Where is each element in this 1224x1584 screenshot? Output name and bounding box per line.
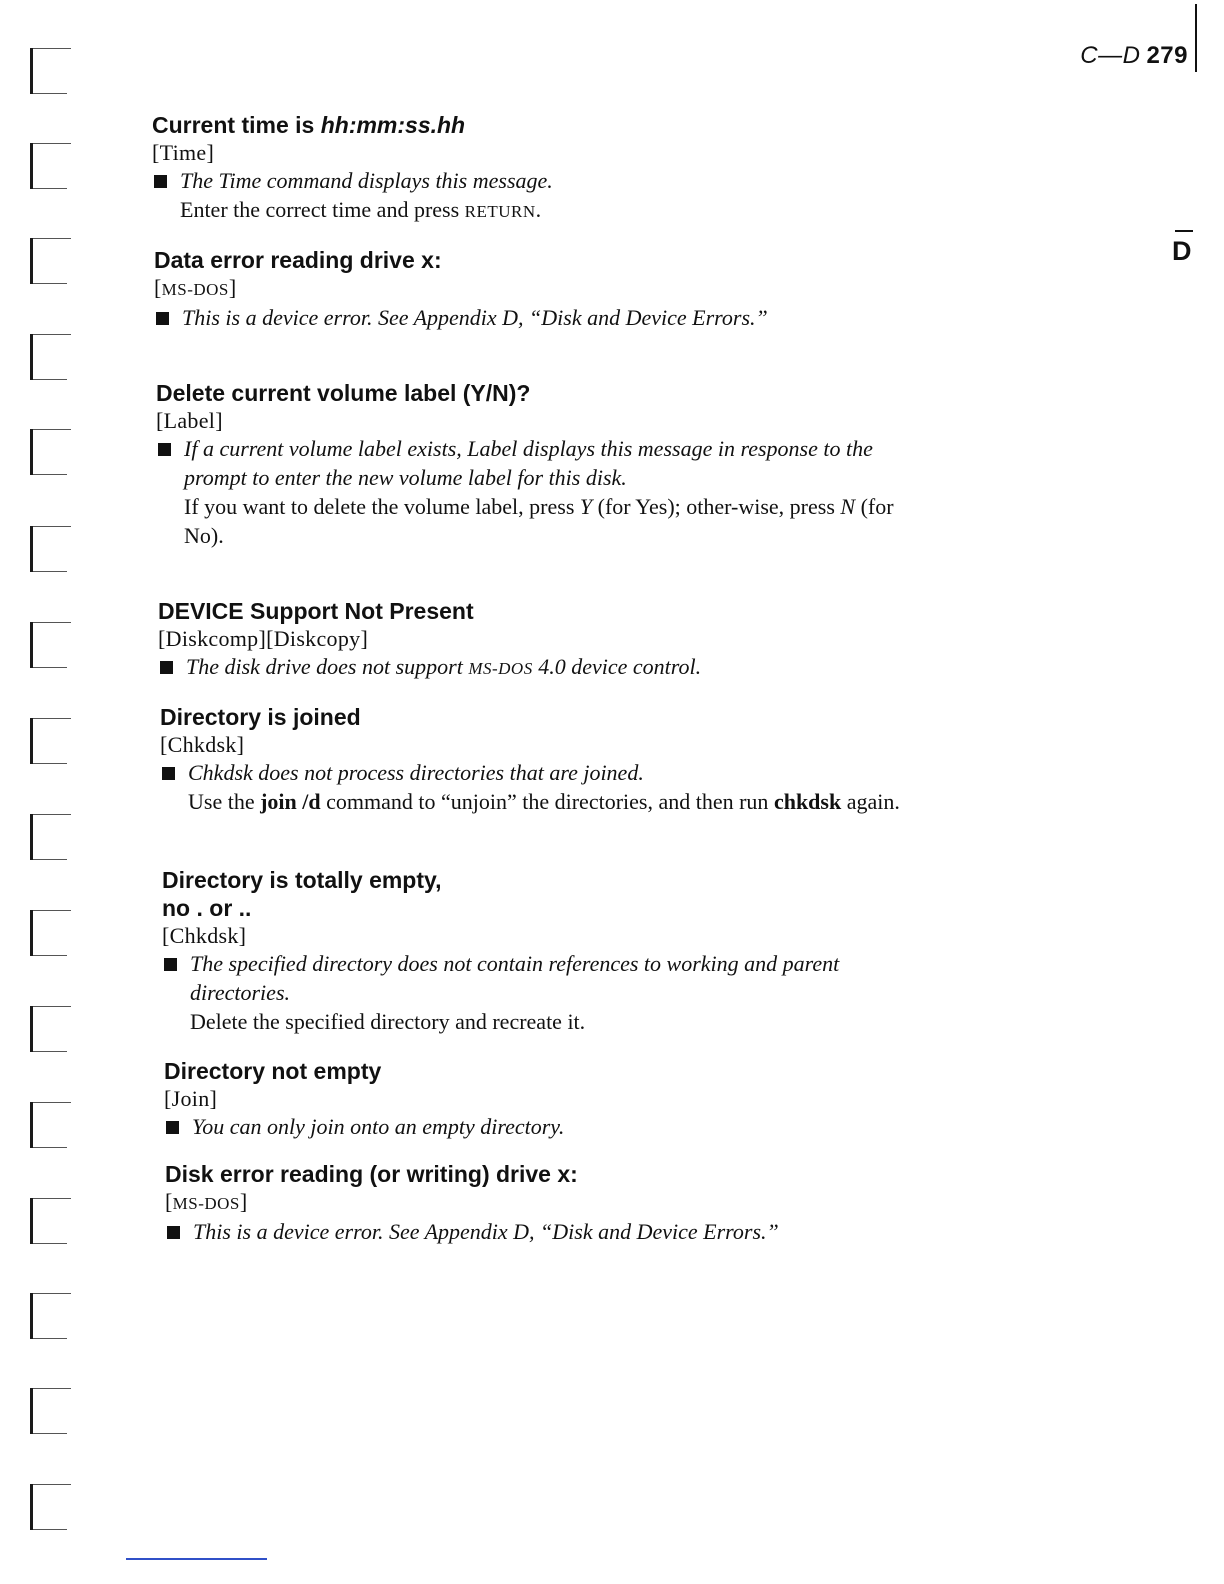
- message-description: The disk drive does not support MS-DOS 4.0 device control.: [158, 652, 918, 683]
- message-entry: [152, 111, 912, 226]
- message-description: The Time command displays this message.: [152, 166, 912, 195]
- footer-rule: [126, 1558, 267, 1560]
- command-name: [Diskcomp][Diskcopy]: [158, 626, 369, 651]
- binder-bracket: [30, 814, 73, 860]
- message-description: This is a device error. See Appendix D, “Disk and Device Errors.”: [165, 1217, 925, 1246]
- message-description: You can only join onto an empty directory.: [164, 1112, 924, 1141]
- message-description: This is a device error. See Appendix D, “Disk and Device Errors.”: [154, 303, 914, 332]
- message-title: Directory not empty: [164, 1058, 382, 1084]
- page-number: 279: [1146, 42, 1188, 69]
- command-name: [Join]: [164, 1086, 218, 1111]
- binder-bracket: [30, 1102, 73, 1148]
- message-text: Current time is: [152, 112, 321, 138]
- binder-bracket: [30, 1484, 73, 1530]
- message-title: Data error reading drive x:: [154, 247, 442, 273]
- binder-bracket: [30, 48, 73, 94]
- binder-bracket: [30, 910, 73, 956]
- binder-bracket: [30, 1006, 73, 1052]
- command-name: [Label]: [156, 408, 223, 433]
- command-name: [Chkdsk]: [160, 732, 245, 757]
- binder-bracket: [30, 1198, 73, 1244]
- message-title: Directory is joined: [160, 704, 361, 730]
- section-range: C—D: [1080, 42, 1141, 69]
- message-entry: [158, 597, 918, 683]
- message-entry: [160, 703, 920, 816]
- binder-bracket: [30, 1293, 73, 1339]
- binder-bracket: [30, 526, 73, 572]
- command-name: [Time]: [152, 140, 215, 165]
- binder-bracket: [30, 143, 73, 189]
- message-title: Delete current volume label (Y/N)?: [156, 380, 531, 406]
- message-entry: [162, 866, 922, 1036]
- message-title: Disk error reading (or writing) drive x:: [165, 1161, 578, 1187]
- message-variable: hh:mm:ss.hh: [320, 112, 466, 138]
- message-title: [152, 111, 912, 139]
- message-title: DEVICE Support Not Present: [158, 598, 474, 624]
- message-description: If a current volume label exists, Label displays this message in response to the prompt to enter the new volume label for this disk.: [156, 434, 916, 492]
- page-header: [1080, 42, 1188, 70]
- header-rule: [1195, 4, 1197, 72]
- binder-bracket: [30, 238, 73, 284]
- binder-bracket: [30, 334, 73, 380]
- message-title-line: Directory is totally empty,: [162, 867, 442, 893]
- binder-bracket: [30, 1388, 73, 1434]
- message-action: If you want to delete the volume label, press Y (for Yes); other-wise, press N (for No).: [184, 494, 894, 548]
- binder-bracket: [30, 429, 73, 475]
- message-entry: [154, 246, 914, 332]
- command-name: [Chkdsk]: [162, 923, 247, 948]
- message-entry: [156, 379, 916, 550]
- message-entry: [164, 1057, 924, 1141]
- message-action: Use the join /d command to “unjoin” the directories, and then run chkdsk again.: [188, 789, 900, 814]
- command-name: [MS-DOS]: [165, 1189, 248, 1214]
- message-title-line: no . or ..: [162, 895, 252, 921]
- section-tab-letter: D: [1172, 236, 1192, 266]
- message-action: Delete the specified directory and recreate it.: [190, 1009, 586, 1034]
- binder-bracket: [30, 718, 73, 764]
- message-description: The specified directory does not contain references to working and parent directories.: [162, 949, 922, 1007]
- message-action: Enter the correct time and press RETURN.: [180, 197, 542, 222]
- command-name: [MS-DOS]: [154, 275, 237, 300]
- binder-bracket: [30, 622, 73, 668]
- message-entry: [165, 1160, 925, 1246]
- message-description: Chkdsk does not process directories that are joined.: [160, 758, 920, 787]
- key-name: RETURN: [464, 202, 536, 221]
